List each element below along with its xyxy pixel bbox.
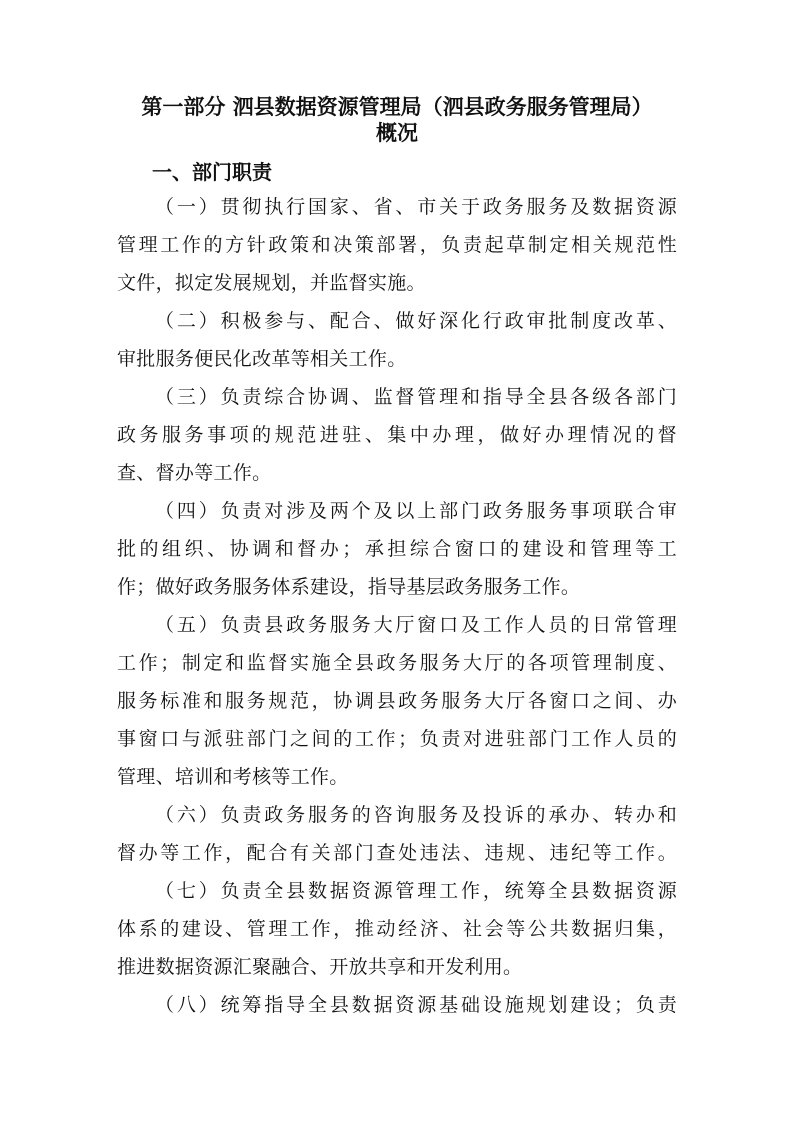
paragraph-line: 管理、培训和考核等工作。 — [117, 766, 349, 788]
paragraph-line: （一）贯彻执行国家、省、市关于政务服务及数据资源 — [155, 196, 677, 218]
paragraph-line: （四）负责对涉及两个及以上部门政务服务事项联合审 — [155, 500, 677, 522]
paragraph-line: 作；做好政务服务体系建设，指导基层政务服务工作。 — [117, 576, 581, 598]
paragraph-line: （二）积极参与、配合、做好深化行政审批制度改革、 — [155, 310, 677, 332]
paragraph-line: 督办等工作，配合有关部门查处违法、违规、违纪等工作。 — [117, 842, 677, 864]
paragraph-line: 服务标准和服务规范，协调县政务服务大厅各窗口之间、办 — [117, 690, 677, 712]
paragraph-line: （六）负责政务服务的咨询服务及投诉的承办、转办和 — [155, 804, 677, 826]
section-heading-department-duties: 一、部门职责 — [152, 160, 272, 184]
paragraph-line: 文件，拟定发展规划，并监督实施。 — [117, 272, 426, 294]
paragraph-line: 事窗口与派驻部门之间的工作；负责对进驻部门工作人员的 — [117, 728, 677, 750]
paragraph-line: （七）负责全县数据资源管理工作，统筹全县数据资源 — [155, 880, 677, 902]
paragraph-line: 审批服务便民化改革等相关工作。 — [117, 348, 407, 370]
paragraph-line: 批的组织、协调和督办；承担综合窗口的建设和管理等工 — [117, 538, 677, 560]
document-title-line-1: 第一部分 泗县数据资源管理局（泗县政务服务管理局） — [141, 95, 653, 119]
document-title-line-2: 概况 — [376, 121, 418, 145]
paragraph-line: （五）负责县政务服务大厅窗口及工作人员的日常管理 — [155, 614, 677, 636]
paragraph-line: 查、督办等工作。 — [117, 462, 272, 484]
paragraph-line: 政务服务事项的规范进驻、集中办理，做好办理情况的督 — [117, 424, 677, 446]
paragraph-line: 工作；制定和监督实施全县政务服务大厅的各项管理制度、 — [117, 652, 677, 674]
paragraph-line: （三）负责综合协调、监督管理和指导全县各级各部门 — [155, 386, 677, 408]
paragraph-line: （八）统筹指导全县数据资源基础设施规划建设；负责 — [155, 994, 677, 1016]
paragraph-line: 体系的建设、管理工作，推动经济、社会等公共数据归集， — [117, 918, 677, 940]
paragraph-line: 管理工作的方针政策和决策部署，负责起草制定相关规范性 — [117, 234, 677, 256]
paragraph-line: 推进数据资源汇聚融合、开放共享和开发利用。 — [117, 956, 523, 978]
